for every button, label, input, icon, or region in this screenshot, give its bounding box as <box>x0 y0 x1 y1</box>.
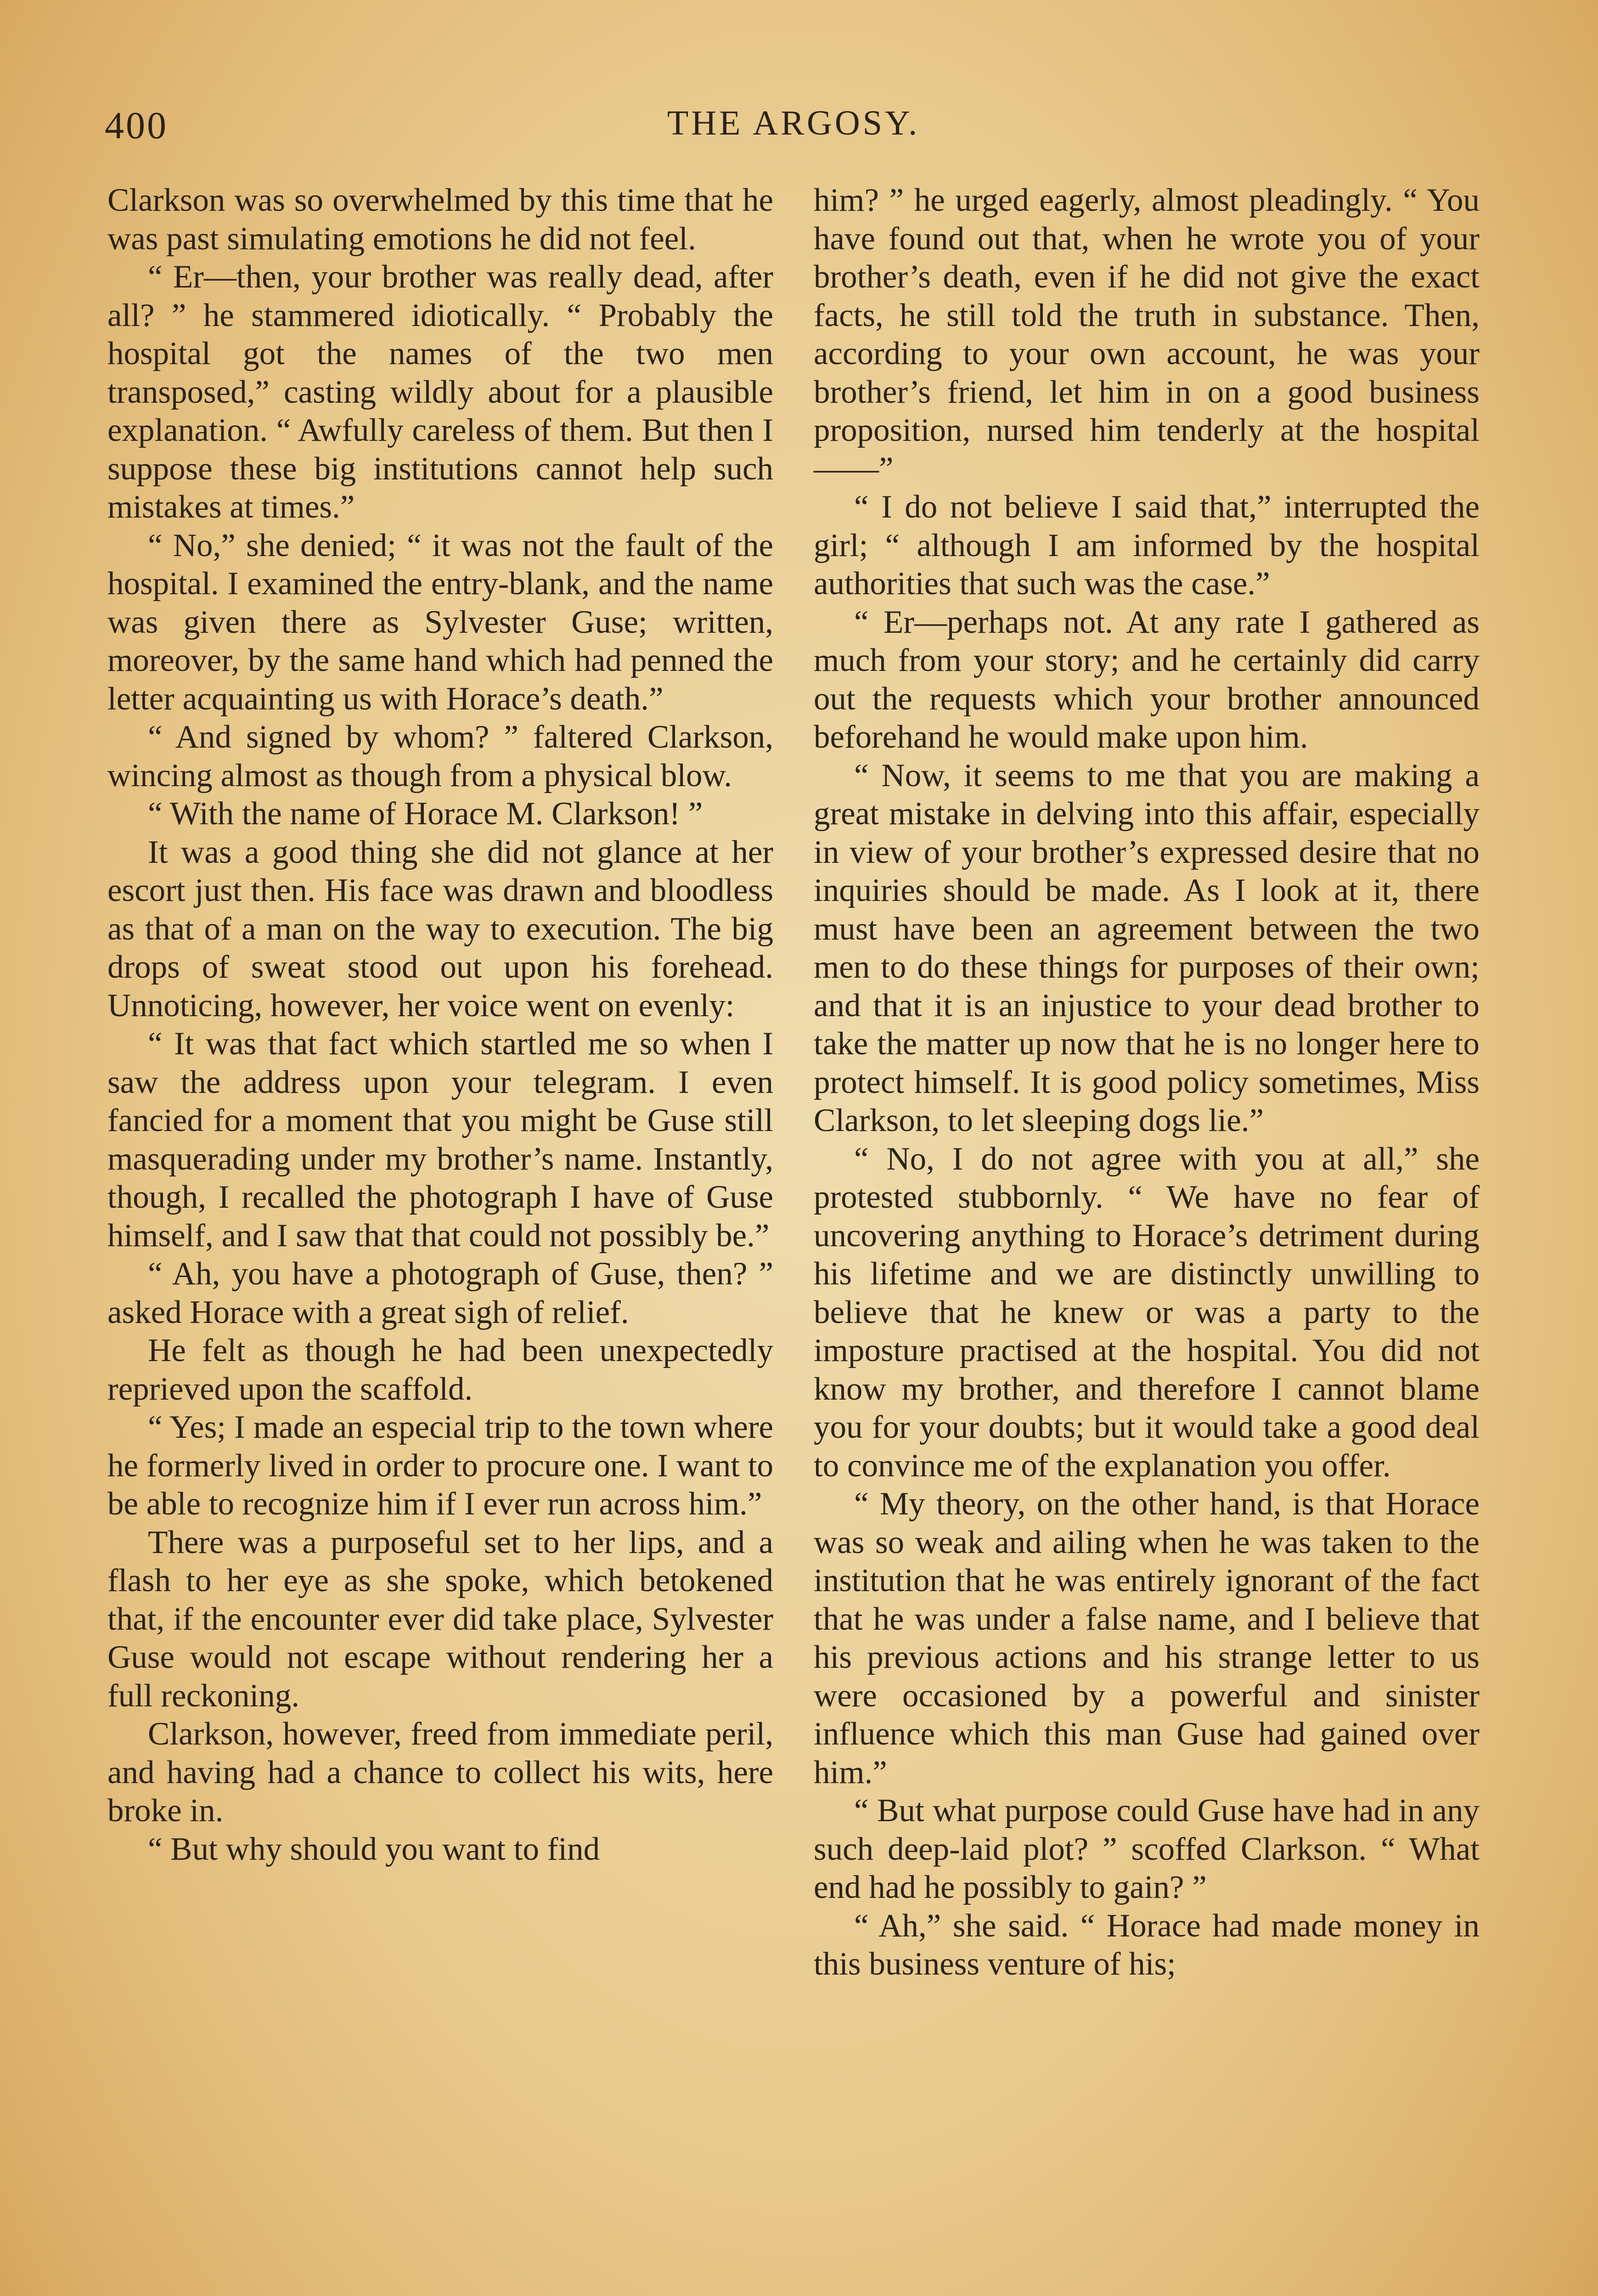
paragraph-continuation: him? ” he urged eagerly, almost pleadingly. “ You have found out that, when he wrote you of your brother’s death, even if he did not give the exact facts, he still told the truth in substance. Then, according to your own account, he was your brother’s friend, let him in on a good business proposition, nursed him tenderly at the hospital——” <box>814 182 1480 487</box>
paragraph: “ Now, it seems to me that you are making a great mistake in delving into this affair, especially in view of your brother’s expressed desire that no inquiries should be made. As I look at it, there must have been an agreement between the two men to do these things for purposes of their own; and that it is an injustice to your dead brother to take the matter up now that he is no longer here to protect himself. It is good policy sometimes, Miss Clarkson, to let sleeping dogs lie.” <box>814 757 1480 1138</box>
paragraph: Clarkson was so overwhelmed by this time that he was past simulating emotions he did not feel. <box>107 182 773 257</box>
paragraph: “ Er—then, your brother was really dead, after all? ” he stammered idiotically. “ Probably the hospital got the names of the two men transposed,” casting wildly about for a plausible explanation. “ Awfully careless of them. But then I suppose these big institutions cannot help such mistakes at times.” <box>107 259 773 525</box>
right-text-column <box>814 181 1480 1984</box>
paragraph: “ My theory, on the other hand, is that Horace was so weak and ailing when he was taken to the institution that he was entirely ignorant of the fact that he was under a false name, and I believe that his previous actions and his strange letter to us were occasioned by a powerful and sinister influence which this man Guse had gained over him.” <box>814 1486 1480 1790</box>
paragraph: “ With the name of Horace M. Clarkson! ” <box>148 796 703 832</box>
paragraph: “ It was that fact which startled me so when I saw the address upon your telegram. I even fancied for a moment that you might be Guse still masquerading under my brother’s name. Instantly, though, I recalled the photograph I have of Guse himself, and I saw that that could not possibly be.” <box>107 1026 773 1254</box>
paragraph: “ Er—perhaps not. At any rate I gathered as much from your story; and he certainly did carry out the requests which your brother announced beforehand he would make upon him. <box>814 604 1480 755</box>
paragraph: “ Yes; I made an especial trip to the town where he formerly lived in order to procure one. I want to be able to recognize him if I ever run across him.” <box>107 1409 773 1522</box>
paragraph: “ I do not believe I said that,” interrupted the girl; “ although I am informed by the hospital authorities that such was the case.” <box>814 489 1480 602</box>
paragraph: He felt as though he had been unexpectedly reprieved upon the scaffold. <box>107 1333 773 1407</box>
paragraph: Clarkson, however, freed from immediate peril, and having had a chance to collect his wits, here broke in. <box>107 1716 773 1829</box>
page-number: 400 <box>105 104 168 147</box>
paragraph: “ And signed by whom? ” faltered Clarkson, wincing almost as though from a physical blow. <box>107 719 773 793</box>
magazine-title: THE ARGOSY. <box>667 104 920 142</box>
left-text-column <box>107 181 773 1868</box>
paragraph: “ No,” she denied; “ it was not the fault of the hospital. I examined the entry-blank, and the name was given there as Sylvester Guse; written, moreover, by the same hand which had penned the letter acquainting us with Horace’s death.” <box>107 527 773 717</box>
paragraph: “ Ah, you have a photograph of Guse, then? ” asked Horace with a great sigh of relief. <box>107 1256 773 1330</box>
paragraph: It was a good thing she did not glance at her escort just then. His face was drawn and bloodless as that of a man on the way to execution. The big drops of sweat stood out upon his forehead. Unnoticing, however, her voice went on evenly: <box>107 834 773 1024</box>
paragraph: “ No, I do not agree with you at all,” she protested stubbornly. “ We have no fear of uncovering anything to Horace’s detriment during his lifetime and we are distinctly unwilling to believe that he knew or was a party to the imposture practised at the hospital. You did not know my brother, and therefore I cannot blame you for your doubts; but it would take a good deal to convince me of the explanation you offer. <box>814 1141 1480 1484</box>
paragraph: There was a purposeful set to her lips, and a flash to her eye as she spoke, which betokened that, if the encounter ever did take place, Sylvester Guse would not escape without rendering her a full reckoning. <box>107 1524 773 1714</box>
paragraph: “ But why should you want to find <box>148 1831 600 1867</box>
paragraph: “ But what purpose could Guse have had in any such deep-laid plot? ” scoffed Clarkson. “ What end had he possibly to gain? ” <box>814 1793 1480 1905</box>
running-header <box>105 94 1482 149</box>
paragraph: “ Ah,” she said. “ Horace had made money in this business venture of his; <box>814 1908 1480 1982</box>
